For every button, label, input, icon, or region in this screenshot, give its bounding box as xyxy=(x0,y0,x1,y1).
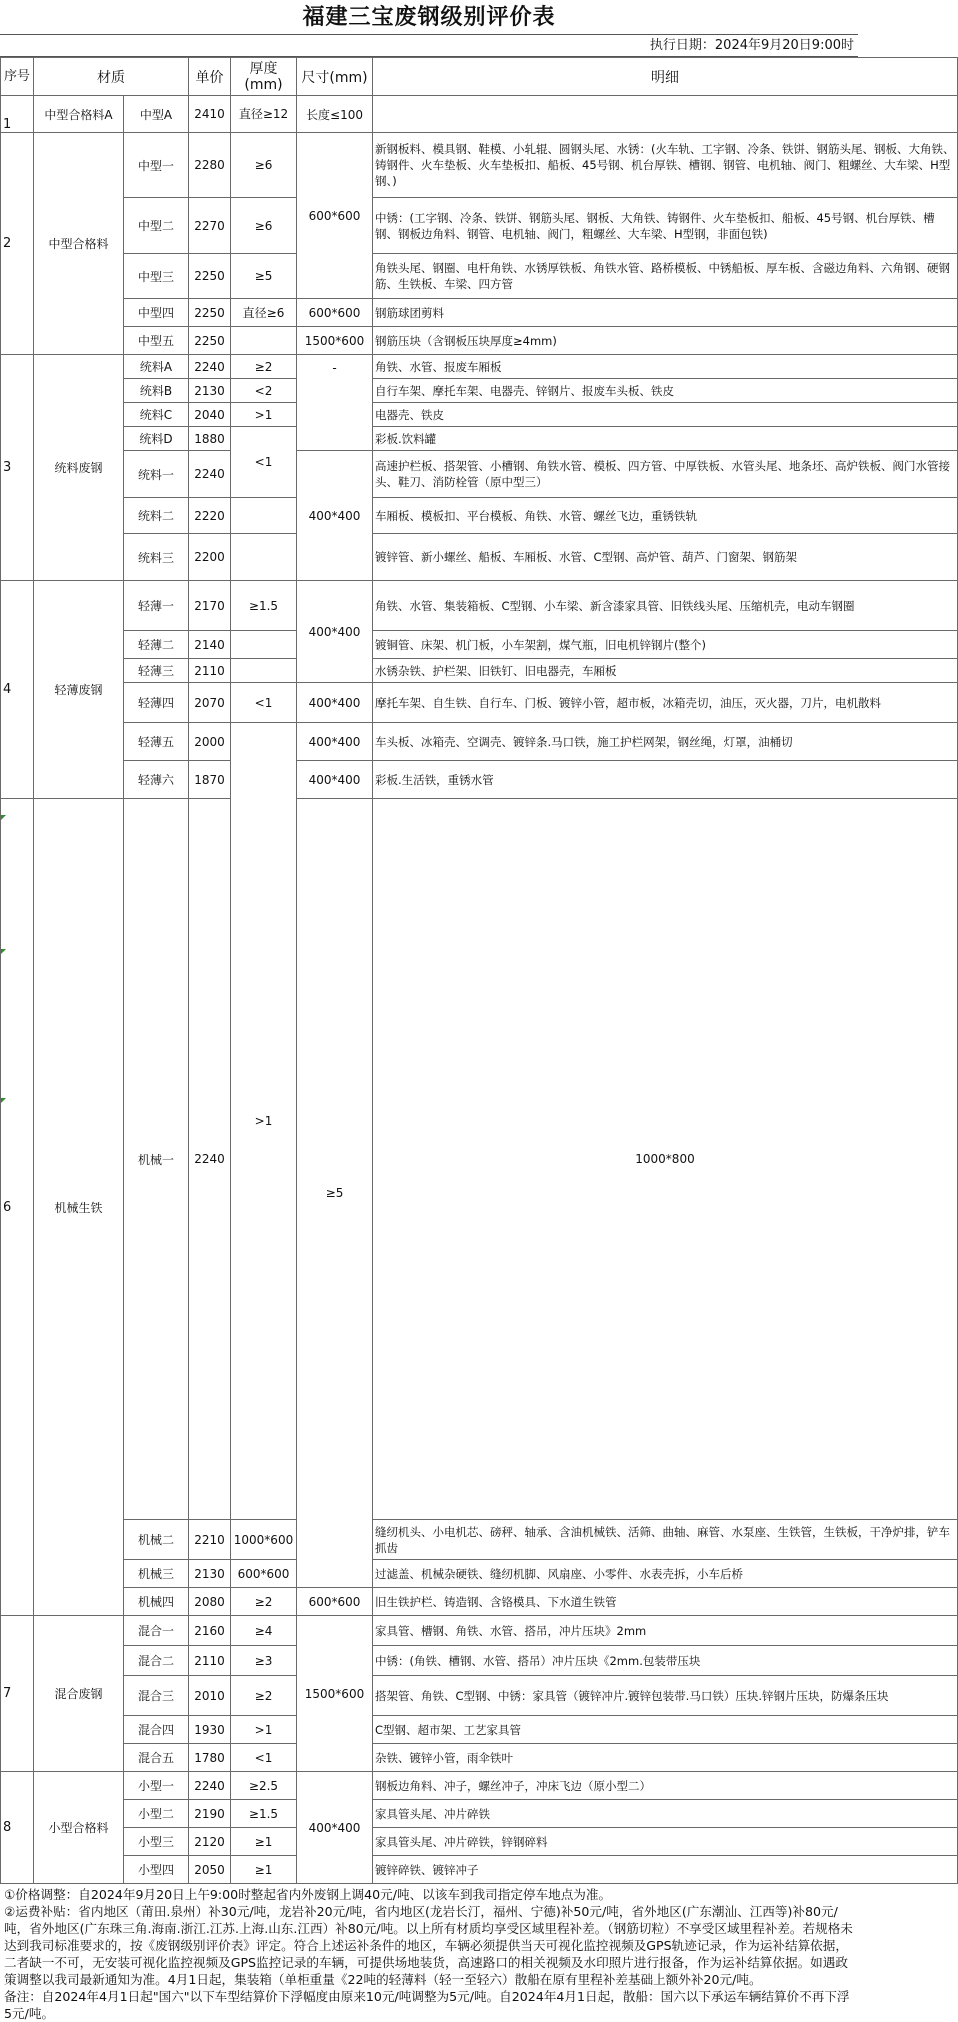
header-detail: 明细 xyxy=(373,58,958,96)
detail-text: 搭架管、角铁、C型钢、中锈：家具管（镀锌冲片.镀锌包装带.马口铁）压块.锌钢片压块，防爆条压块 xyxy=(373,1676,958,1716)
thickness xyxy=(231,659,297,683)
table-row xyxy=(1,254,958,299)
unit-price: 2160 xyxy=(189,1616,231,1646)
material-category: 混合废钢 xyxy=(34,1616,124,1772)
material-grade: 统料B xyxy=(124,379,189,403)
detail-text: 杂铁、镀锌小管，雨伞铁叶 xyxy=(373,1744,958,1772)
unit-price: 2190 xyxy=(189,1800,231,1828)
size: 400*400 xyxy=(297,581,373,683)
unit-price: 2240 xyxy=(189,799,231,1520)
table-row xyxy=(1,723,958,761)
header-size: 尺寸(mm) xyxy=(297,58,373,96)
unit-price: 2120 xyxy=(189,1828,231,1856)
thickness xyxy=(231,498,297,534)
thickness xyxy=(231,534,297,581)
table-row xyxy=(1,1744,958,1772)
thickness: >1 xyxy=(231,403,297,427)
table-row xyxy=(1,498,958,534)
unit-price: 2200 xyxy=(189,534,231,581)
unit-price: 2010 xyxy=(189,1676,231,1716)
material-grade: 中型A xyxy=(124,96,189,133)
material-grade: 轻薄六 xyxy=(124,761,189,799)
comment-marker xyxy=(1,815,6,820)
unit-price: 2280 xyxy=(189,133,231,198)
size: 600*600 xyxy=(297,299,373,327)
thickness: <1 xyxy=(231,427,297,498)
table-row xyxy=(1,799,958,1520)
table-row xyxy=(1,1856,958,1884)
table-row xyxy=(1,761,958,799)
table-row xyxy=(1,1772,958,1800)
unit-price: 2250 xyxy=(189,299,231,327)
table-row xyxy=(1,631,958,659)
detail-text: 钢板边角料、冲子，螺丝冲子，冲床飞边（原小型二） xyxy=(373,1772,958,1800)
size: 400*400 xyxy=(297,683,373,723)
detail-text: 镀铜管、床架、机门板，小车架割，煤气瓶，旧电机锌钢片(整个) xyxy=(373,631,958,659)
material-grade: 轻薄二 xyxy=(124,631,189,659)
size: 1000*800 xyxy=(373,799,958,1520)
thickness: >1 xyxy=(231,1716,297,1744)
material-category: 轻薄废钢 xyxy=(34,581,124,799)
detail-text: 角铁、水管、报废车厢板 xyxy=(373,355,958,379)
thickness: 直径≥6 xyxy=(231,299,297,327)
size: 长度≤100 xyxy=(297,96,373,133)
material-grade: 中型四 xyxy=(124,299,189,327)
thickness: ≥1 xyxy=(231,1856,297,1884)
comment-marker xyxy=(1,949,6,954)
table-row xyxy=(1,1588,958,1616)
material-grade: 统料D xyxy=(124,427,189,451)
size: 1500*600 xyxy=(297,327,373,355)
thickness: ≥2 xyxy=(231,1676,297,1716)
table-row xyxy=(1,683,958,723)
size: 1000*600 xyxy=(231,1520,297,1560)
material-grade: 中型五 xyxy=(124,327,189,355)
size: 600*600 xyxy=(231,1560,297,1588)
table-row xyxy=(1,96,958,133)
sheet-title: 福建三宝废钢级别评价表 xyxy=(0,0,858,35)
detail-text xyxy=(373,96,958,133)
material-grade: 统料二 xyxy=(124,498,189,534)
thickness: ≥2.5 xyxy=(231,1772,297,1800)
table-row xyxy=(1,198,958,254)
unit-price: 2040 xyxy=(189,403,231,427)
material-grade: 中型三 xyxy=(124,254,189,299)
thickness: ≥1 xyxy=(231,1828,297,1856)
detail-text: 水锈杂铁、护栏架、旧铁钉、旧电器壳，车厢板 xyxy=(373,659,958,683)
row-seq: 7 xyxy=(1,1616,34,1772)
note-freight-subsidy: ②运费补贴：省内地区（莆田.泉州）补30元/吨，龙岩补20元/吨，省内地区(龙岩长汀，福州、宁德)补50元/吨，省外地区(广东潮汕、江西等)补80元/吨，省外地区(广东珠三角.海南.浙江.江苏.上海.山东.江西）补80元/吨。以上所有材质均享受区域里程补差。（钢筋切粒）不享受区域里程补差。若规格未达到我司标准要求的，按《废钢级别评价表》评定。符合上述运补条件的地区，车辆必须提供当天可视化监控视频及GPS轨迹记录，作为运补结算依据，二者缺一不可，无安装可视化监控视频及GPS监控记录的车辆，可提供场地装货，高速路口的相关视频及水印照片进行报备，作为运补结算依据。如遇政策调整以我司最新通知为准。4月1日起，集装箱（单柜重量《22吨的轻薄料（轻一至轻六）散船在原有里程补差基础上额外补20元/吨。 xyxy=(4,1904,853,1987)
unit-price: 2130 xyxy=(189,379,231,403)
notes-section xyxy=(0,1884,858,2022)
detail-text: 彩板.饮料罐 xyxy=(373,427,958,451)
execution-date: 执行日期：2024年9月20日9:00时 xyxy=(0,35,858,57)
table-row xyxy=(1,379,958,403)
table-row xyxy=(1,1828,958,1856)
size: 400*400 xyxy=(297,1772,373,1884)
header-material: 材质 xyxy=(34,58,189,96)
thickness xyxy=(231,631,297,659)
thickness: ≥4 xyxy=(231,1616,297,1646)
row-seq: 3 xyxy=(1,355,34,581)
row-seq: 4 xyxy=(1,581,34,799)
size: 600*600 xyxy=(297,1588,373,1616)
detail-text: 彩板.生活铁，重锈水管 xyxy=(373,761,958,799)
thickness: ≥2 xyxy=(231,355,297,379)
table-row xyxy=(1,403,958,427)
thickness: ≥5 xyxy=(297,799,373,1588)
material-grade: 轻薄一 xyxy=(124,581,189,631)
price-table xyxy=(0,57,958,1884)
table-row xyxy=(1,1520,958,1560)
material-category: 中型合格料A xyxy=(34,96,124,133)
detail-text: 中锈：(工字钢、冷条、铁饼、钢筋头尾、钢板、大角铁、铸钢件、火车垫板扣、船板、45号钢、机台厚铁、槽钢、钢板边角料、钢管、电机轴、阀门，粗螺丝、大车梁、H型钢，非面包铁) xyxy=(373,198,958,254)
unit-price: 2080 xyxy=(189,1588,231,1616)
material-grade: 统料三 xyxy=(124,534,189,581)
unit-price: 2070 xyxy=(189,683,231,723)
material-category: 统料废钢 xyxy=(34,355,124,581)
unit-price: 2220 xyxy=(189,498,231,534)
row-seq: 2 xyxy=(1,133,34,355)
thickness: ≥2 xyxy=(231,1588,297,1616)
detail-text: 电器壳、铁皮 xyxy=(373,403,958,427)
unit-price: 2130 xyxy=(189,1560,231,1588)
unit-price: 2000 xyxy=(189,723,231,761)
detail-text: 钢筋球团剪料 xyxy=(373,299,958,327)
thickness: <2 xyxy=(231,379,297,403)
detail-text: 车头板、冰箱壳、空调壳、镀锌条.马口铁，施工护栏网架，钢丝绳，灯罩，油桶切 xyxy=(373,723,958,761)
unit-price: 2250 xyxy=(189,327,231,355)
unit-price: 2110 xyxy=(189,1646,231,1676)
detail-text: 角铁头尾、钢圈、电杆角铁、水锈厚铁板、角铁水管、路桥模板、中锈船板、厚车板、含磁边角料、六角钢、硬钢筋、生铁板、车梁、四方管 xyxy=(373,254,958,299)
material-grade: 统料一 xyxy=(124,451,189,498)
detail-text: 镀锌碎铁、镀锌冲子 xyxy=(373,1856,958,1884)
unit-price: 1780 xyxy=(189,1744,231,1772)
material-grade: 中型二 xyxy=(124,198,189,254)
comment-marker xyxy=(1,1098,6,1103)
unit-price: 2250 xyxy=(189,254,231,299)
table-row xyxy=(1,534,958,581)
thickness xyxy=(231,327,297,355)
table-row xyxy=(1,1646,958,1676)
size: 400*400 xyxy=(297,761,373,799)
unit-price: 1870 xyxy=(189,761,231,799)
unit-price: 2240 xyxy=(189,451,231,498)
unit-price: 2110 xyxy=(189,659,231,683)
header-thickness: 厚度(mm) xyxy=(231,58,297,96)
material-grade: 混合四 xyxy=(124,1716,189,1744)
material-grade: 中型一 xyxy=(124,133,189,198)
size: - xyxy=(297,355,373,451)
thickness: <1 xyxy=(231,1744,297,1772)
note-price-adjust: ①价格调整：自2024年9月20日上午9:00时整起省内外废钢上调40元/吨、以该车到我司指定停车地点为准。 xyxy=(4,1887,612,1902)
material-category: 小型合格料 xyxy=(34,1772,124,1884)
detail-text: 新钢板料、模具钢、鞋模、小轧辊、圆钢头尾、水锈：(火车轨、工字钢、冷条、铁饼、钢筋头尾、钢板、大角铁、铸钢件、火车垫板、火车垫板扣、船板、45号钢、机台厚铁、槽钢、钢管、电机轴、阀门、粗螺丝、大车梁、H型钢、) xyxy=(373,133,958,198)
detail-text: 旧生铁护栏、铸造钢、含铬模具、下水道生铁管 xyxy=(373,1588,958,1616)
unit-price: 1930 xyxy=(189,1716,231,1744)
unit-price: 2140 xyxy=(189,631,231,659)
size: 400*400 xyxy=(297,723,373,761)
row-seq: 6 xyxy=(1,799,34,1616)
table-row xyxy=(1,427,958,451)
material-grade: 混合一 xyxy=(124,1616,189,1646)
size: 1500*600 xyxy=(297,1616,373,1772)
table-row xyxy=(1,1560,958,1588)
thickness: 直径≥12 xyxy=(231,96,297,133)
unit-price: 2210 xyxy=(189,1520,231,1560)
material-grade: 混合二 xyxy=(124,1646,189,1676)
table-row xyxy=(1,133,958,198)
detail-text: 车厢板、模板扣、平台模板、角铁、水管、螺丝飞边，重锈铁轨 xyxy=(373,498,958,534)
thickness: ≥6 xyxy=(231,198,297,254)
material-grade: 小型三 xyxy=(124,1828,189,1856)
table-row xyxy=(1,1676,958,1716)
detail-text: 自行车架、摩托车架、电器壳、锌钢片、报废车头板、铁皮 xyxy=(373,379,958,403)
unit-price: 2240 xyxy=(189,1772,231,1800)
thickness: ≥5 xyxy=(231,254,297,299)
unit-price: 2240 xyxy=(189,355,231,379)
detail-text: 家具管头尾、冲片碎铁，锌钢碎料 xyxy=(373,1828,958,1856)
material-grade: 轻薄五 xyxy=(124,723,189,761)
detail-text: 钢筋压块（含钢板压块厚度≥4mm) xyxy=(373,327,958,355)
detail-text: 中锈：(角铁、槽钢、水管、搭吊）冲片压块《2mm.包装带压块 xyxy=(373,1646,958,1676)
table-row xyxy=(1,355,958,379)
detail-text: 镀锌管、新小螺丝、船板、车厢板、水管、C型钢、高炉管、葫芦、门窗架、钢筋架 xyxy=(373,534,958,581)
header-price: 单价 xyxy=(189,58,231,96)
unit-price: 2050 xyxy=(189,1856,231,1884)
detail-text: 摩托车架、自生铁、自行车、门板、镀锌小管，超市板，冰箱壳切，油压，灭火器，刀片，电机散料 xyxy=(373,683,958,723)
size: 600*600 xyxy=(297,133,373,299)
thickness: ≥3 xyxy=(231,1646,297,1676)
material-grade: 机械一 xyxy=(124,799,189,1520)
table-row xyxy=(1,327,958,355)
header-seq: 序号 xyxy=(1,58,34,96)
material-category: 机械生铁 xyxy=(34,799,124,1616)
size: 400*400 xyxy=(297,451,373,581)
table-row xyxy=(1,659,958,683)
thickness: ≥1.5 xyxy=(231,1800,297,1828)
row-seq: 1 xyxy=(1,96,34,133)
unit-price: 2170 xyxy=(189,581,231,631)
thickness: ≥1.5 xyxy=(231,581,297,631)
table-row xyxy=(1,451,958,498)
material-grade: 小型一 xyxy=(124,1772,189,1800)
table-row xyxy=(1,1616,958,1646)
unit-price: 2410 xyxy=(189,96,231,133)
detail-text: 家具管、槽钢、角铁、水管、搭吊，冲片压块》2mm xyxy=(373,1616,958,1646)
material-grade: 机械三 xyxy=(124,1560,189,1588)
material-grade: 轻薄四 xyxy=(124,683,189,723)
detail-text: 过滤盖、机械杂硬铁、缝纫机脚、风扇座、小零件、水表壳拆，小车后桥 xyxy=(373,1560,958,1588)
detail-text: 角铁、水管、集装箱板、C型钢、小车梁、新含漆家具管、旧铁线头尾、压缩机壳，电动车钢圈 xyxy=(373,581,958,631)
note-remark: 备注：自2024年4月1日起"国六"以下车型结算价下浮幅度由原来10元/吨调整为5元/吨。自2024年4月1日起，散船：国六以下承运车辆结算价不再下浮5元/吨。 xyxy=(4,1989,850,2021)
material-grade: 小型二 xyxy=(124,1800,189,1828)
detail-text: 缝纫机头、小电机芯、磅秤、轴承、含油机械铁、活筛、曲轴、麻管、水泵座、生铁管，生铁板，干净炉排，铲车抓齿 xyxy=(373,1520,958,1560)
detail-text: C型钢、超市架、工艺家具管 xyxy=(373,1716,958,1744)
material-grade: 轻薄三 xyxy=(124,659,189,683)
material-grade: 统料A xyxy=(124,355,189,379)
material-grade: 混合五 xyxy=(124,1744,189,1772)
material-grade: 混合三 xyxy=(124,1676,189,1716)
table-row xyxy=(1,1800,958,1828)
table-row xyxy=(1,299,958,327)
thickness: <1 xyxy=(231,683,297,723)
material-grade: 小型四 xyxy=(124,1856,189,1884)
thickness: ≥6 xyxy=(231,133,297,198)
row-seq: 8 xyxy=(1,1772,34,1884)
unit-price: 1880 xyxy=(189,427,231,451)
detail-text: 家具管头尾、冲片碎铁 xyxy=(373,1800,958,1828)
table-row xyxy=(1,1716,958,1744)
material-category: 中型合格料 xyxy=(34,133,124,355)
material-grade: 统料C xyxy=(124,403,189,427)
material-grade: 机械二 xyxy=(124,1520,189,1560)
thickness: >1 xyxy=(231,723,297,1520)
material-grade: 机械四 xyxy=(124,1588,189,1616)
detail-text: 高速护栏板、搭架管、小槽钢、角铁水管、模板、四方管、中厚铁板、水管头尾、地条坯、高炉铁板、阀门水管接头、鞋刀、消防栓管（原中型三） xyxy=(373,451,958,498)
header-row xyxy=(1,58,958,96)
unit-price: 2270 xyxy=(189,198,231,254)
table-row xyxy=(1,581,958,631)
